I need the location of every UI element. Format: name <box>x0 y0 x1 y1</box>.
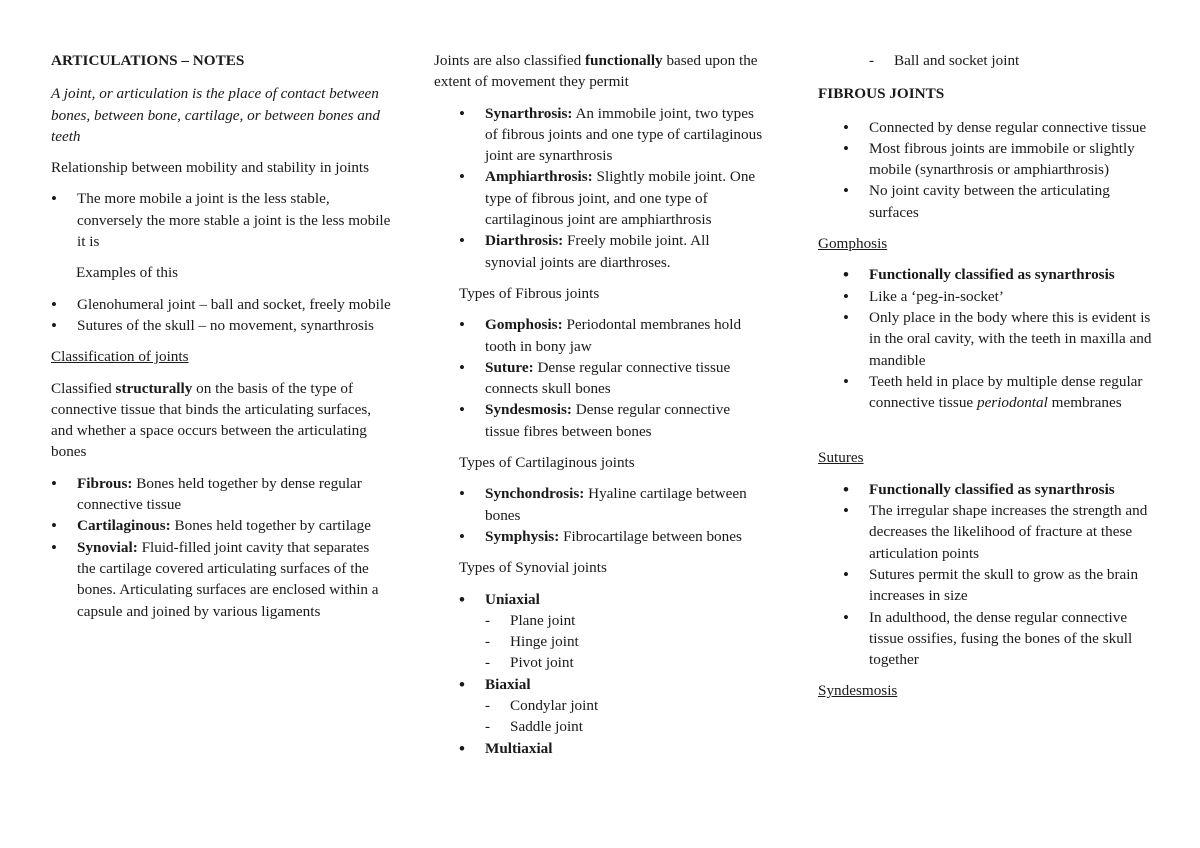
bold-term: structurally <box>115 379 193 397</box>
list-item: • No joint cavity between the articulating surfaces <box>818 180 1153 223</box>
sub-item: - Plane joint <box>434 610 764 631</box>
term-text: Fluid-filled joint cavity that separates the cartilage covered articulating surfaces of the bones. Articulating surfaces are enclosed within a capsule and joined by various ligaments <box>77 538 379 620</box>
classification-heading: Classification of joints <box>51 348 189 366</box>
list-item: • Functionally classified as synarthrosis <box>818 479 1153 500</box>
structural-intro <box>51 378 391 463</box>
term-label: Amphiarthrosis: <box>485 168 593 186</box>
text-run: Teeth held in place by multiple dense regular connective tissue <box>869 372 1143 412</box>
sub-item: - Hinge joint <box>434 631 764 652</box>
italic-term: periodontal <box>976 394 1048 412</box>
list-item <box>434 103 764 167</box>
synovial-types-list <box>434 589 764 759</box>
list-item: • The more mobile a joint is the less stable, conversely the more stable a joint is the less mobile it is <box>26 188 391 252</box>
sutures-list <box>818 479 1153 671</box>
list-item: • Glenohumeral joint – ball and socket, freely mobile <box>26 294 391 315</box>
functional-list <box>434 103 764 273</box>
text-run: based upon the extent of movement they permit <box>434 52 758 91</box>
structural-list <box>26 473 391 622</box>
term-text: An immobile joint, two types of fibrous joints and one type of cartilaginous joint are synarthrosis <box>485 104 763 165</box>
column-2 <box>434 50 764 769</box>
term-label: Syndesmosis: <box>485 401 572 419</box>
fibrous-joints-list <box>818 117 1153 223</box>
list-item <box>818 371 1153 414</box>
term-text: Dense regular connective tissue connects skull bones <box>485 358 731 398</box>
list-item: • Connected by dense regular connective tissue <box>818 117 1153 138</box>
sub-item: - Saddle joint <box>434 716 764 737</box>
list-item: • In adulthood, the dense regular connective tissue ossifies, fusing the bones of the skull together <box>818 607 1153 671</box>
sub-item: - Condylar joint <box>434 695 764 716</box>
functional-intro <box>434 50 764 93</box>
fibrous-types-list <box>434 314 764 442</box>
list-item <box>26 473 391 516</box>
term-label: Cartilaginous: <box>77 517 171 535</box>
bold-term: functionally <box>585 52 663 69</box>
term-label: Gomphosis: <box>485 316 563 334</box>
column-3 <box>818 50 1153 712</box>
list-item: • Sutures of the skull – no movement, synarthrosis <box>26 315 391 336</box>
synovial-types-label: Types of Synovial joints <box>459 559 607 577</box>
list-item: • The irregular shape increases the strength and decreases the likelihood of fracture at these articulation points <box>818 500 1153 564</box>
list-item: • Most fibrous joints are immobile or slightly mobile (synarthrosis or amphiarthrosis) <box>818 138 1153 181</box>
term-label: Diarthrosis: <box>485 232 564 250</box>
list-item: • Like a ‘peg-in-socket’ <box>818 286 1153 307</box>
gomphosis-heading: Gomphosis <box>818 235 888 253</box>
list-item-uniaxial: • Uniaxial <box>434 589 764 610</box>
list-item <box>26 537 391 622</box>
term-label: Synchondrosis: <box>485 485 585 503</box>
term-text: Hyaline cartilage between bones <box>485 485 747 524</box>
column-1 <box>51 50 391 632</box>
term-text: Fibrocartilage between bones <box>559 527 742 545</box>
text-run: on the basis of the type of connective tissue that binds the articulating surfaces, and whether a space occurs between the articulating bones <box>51 379 372 461</box>
term-label: Synarthrosis: <box>485 104 573 122</box>
list-item: • Only place in the body where this is evident is in the oral cavity, with the teeth in maxilla and mandible <box>818 307 1153 371</box>
cartilaginous-types-list <box>434 483 764 547</box>
list-item <box>434 483 764 526</box>
list-item <box>434 166 764 230</box>
examples-label: Examples of this <box>76 264 179 282</box>
text-run: Joints are also classified <box>434 52 585 69</box>
page-title: ARTICULATIONS – NOTES <box>51 52 245 69</box>
text-run: membranes <box>1047 394 1122 412</box>
term-text: Dense regular connective tissue fibres between bones <box>485 401 731 440</box>
list-item <box>434 399 764 442</box>
list-item <box>434 357 764 400</box>
term-label: Suture: <box>485 358 534 376</box>
list-item-biaxial: • Biaxial <box>434 674 764 695</box>
fibrous-types-label: Types of Fibrous joints <box>459 284 600 302</box>
term-text: Freely mobile joint. All synovial joints are diarthroses. <box>485 232 710 271</box>
list-item: • Sutures permit the skull to grow as the brain increases in size <box>818 564 1153 607</box>
term-text: Periodontal membranes hold tooth in bony jaw <box>485 316 742 355</box>
term-label: Fibrous: <box>77 474 133 492</box>
sutures-heading: Sutures <box>818 449 864 467</box>
list-item-multiaxial: • Multiaxial <box>434 738 764 759</box>
term-label: Synovial: <box>77 538 138 556</box>
list-item <box>434 230 764 273</box>
fibrous-joints-heading: FIBROUS JOINTS <box>818 85 945 103</box>
syndesmosis-heading: Syndesmosis <box>818 682 898 700</box>
list-item <box>434 314 764 357</box>
term-text: Bones held together by cartilage <box>170 517 371 535</box>
ball-socket-list <box>818 50 1153 71</box>
spacer <box>818 423 1153 447</box>
list-item: • Functionally classified as synarthrosis <box>818 264 1153 285</box>
list-item <box>434 526 764 547</box>
term-text: Bones held together by dense regular connective tissue <box>77 474 362 514</box>
list-item <box>26 515 391 536</box>
text-run: Classified <box>51 379 116 397</box>
sub-item: - Ball and socket joint <box>818 50 1153 71</box>
term-text: Slightly mobile joint. One type of fibrous joint, and one type of cartilaginous joint are amphiarthrosis <box>485 168 756 229</box>
gomphosis-list <box>818 264 1153 413</box>
stability-list <box>26 188 391 252</box>
term-label: Symphysis: <box>485 527 560 545</box>
examples-list <box>26 294 391 337</box>
cartilaginous-types-label: Types of Cartilaginous joints <box>459 454 635 472</box>
relationship-text: Relationship between mobility and stability in joints <box>51 159 370 177</box>
sub-item: - Pivot joint <box>434 652 764 673</box>
joint-definition: A joint, or articulation is the place of contact between bones, between bone, cartilage, or between bones and teeth <box>51 85 380 145</box>
